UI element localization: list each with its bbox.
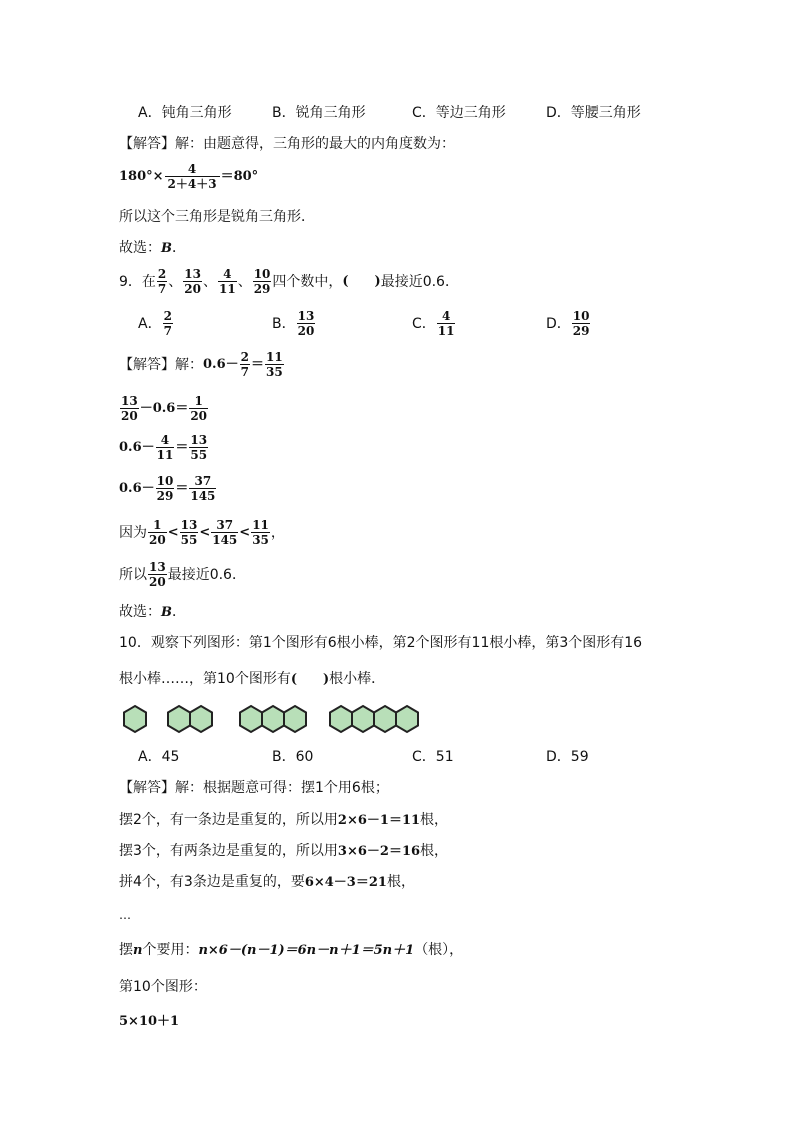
option-letter: D． [546, 315, 571, 332]
option-letter: A． [138, 749, 162, 765]
fraction-num: 11 [266, 350, 283, 364]
q10-option-d[interactable] [546, 748, 589, 766]
general-text: 个要用： [142, 942, 199, 958]
fraction-den: 55 [190, 448, 208, 462]
hexagon-shape [284, 706, 306, 732]
q9-option-d[interactable] [546, 309, 591, 338]
option-text: 等腰三角形 [570, 105, 641, 121]
answer-text: 由题意得，三角形的最大的内角度数为： [203, 136, 455, 152]
q9-ordering [119, 518, 285, 547]
q9-stem [119, 267, 459, 296]
fraction-den: 20 [121, 409, 138, 423]
period: ． [172, 604, 186, 620]
option-fraction [437, 309, 456, 338]
choose-label: 故选： [119, 240, 161, 256]
q9-option-c[interactable] [412, 309, 546, 338]
option-fraction [572, 309, 591, 338]
q10-option-c[interactable] [412, 748, 546, 766]
q9-step-2 [119, 394, 209, 423]
option-fraction [297, 309, 316, 338]
line-text: 根， [420, 843, 449, 859]
q9-step-4 [119, 474, 217, 503]
less-than: < [167, 524, 179, 540]
fraction-num: 4 [160, 433, 170, 447]
math-text: 0.6－ [203, 356, 239, 372]
fraction-den: 11 [437, 324, 455, 338]
q9-so [119, 560, 246, 589]
fraction-num: 13 [297, 309, 315, 323]
result-fraction [265, 350, 284, 379]
q10-option-b[interactable] [272, 748, 412, 766]
q10-line-1 [119, 811, 448, 830]
fraction-num: 1 [194, 394, 203, 408]
general-math: n×6－(n－1)＝6n－n＋1＝5n＋1 [198, 943, 415, 958]
comma: ， [270, 524, 285, 541]
general-text: 摆 [119, 942, 133, 958]
fraction-den: 7 [163, 324, 172, 338]
line-math: 6×4－3＝21 [304, 875, 387, 890]
order-fraction [211, 518, 238, 547]
because-label: 因为 [119, 524, 147, 541]
q8-option-d[interactable] [546, 104, 641, 122]
fraction-num: 11 [252, 518, 269, 532]
period: ． [172, 240, 186, 256]
fraction-den: 2＋4＋3 [165, 176, 220, 191]
fraction-num: 2 [157, 267, 167, 281]
option-fraction [163, 309, 173, 338]
stem-text: 四个数中， [272, 273, 343, 290]
option-text: 59 [570, 749, 589, 765]
q10-stem-line1: 10．观察下列图形：第1个图形有6根小棒，第2个图形有11根小棒，第3个图形有16 [119, 635, 643, 651]
line-text: 拼4个，有3条边是重复的，要 [119, 874, 305, 890]
option-letter: B． [272, 749, 296, 765]
option-letter: D． [546, 749, 571, 765]
fraction-num: 13 [180, 518, 198, 532]
hexagon-shape [330, 706, 352, 732]
so-text: 最接近0.6． [167, 566, 246, 583]
fraction-num: 37 [216, 518, 234, 532]
fraction-den: 35 [266, 365, 283, 379]
q10-line-3 [119, 873, 415, 892]
line-text: 摆2个，有一条边是重复的，所以用 [119, 812, 338, 828]
q8-answer-intro [119, 135, 455, 153]
hexagon-shape [240, 706, 262, 732]
formula-fraction [165, 162, 220, 191]
fraction-den: 20 [297, 324, 315, 338]
fraction-den: 7 [157, 282, 167, 296]
choice-letter: B [161, 241, 172, 256]
q8-option-b[interactable] [272, 104, 412, 122]
separator: 、 [237, 273, 252, 290]
fraction-num: 4 [223, 267, 232, 281]
separator: 、 [202, 273, 217, 290]
hexagon-shape [374, 706, 396, 732]
answer-blank: ( ) [290, 672, 330, 687]
q8-option-a[interactable] [138, 104, 272, 122]
general-text: （根）， [414, 942, 464, 958]
step-fraction [240, 350, 250, 379]
fraction-num: 13 [149, 560, 166, 574]
fraction-num: 2 [163, 309, 172, 323]
option-letter: C． [412, 315, 436, 332]
q9-choose [119, 603, 186, 622]
option-letter: A． [138, 105, 162, 121]
hexagon-shape [190, 706, 212, 732]
hexagon-figures [118, 700, 438, 740]
choose-label: 故选： [119, 604, 161, 620]
line-text: 摆3个，有两条边是重复的，所以用 [119, 843, 338, 859]
answer-label: 【解答】解： [119, 780, 203, 796]
fraction-num: 13 [121, 394, 138, 408]
option-text: 45 [161, 749, 180, 765]
option-letter: B． [272, 105, 296, 121]
option-text: 等边三角形 [435, 105, 506, 121]
step-fraction [120, 394, 139, 423]
fraction-den: 29 [572, 324, 590, 338]
fraction-den: 29 [253, 282, 271, 296]
fraction-den: 7 [240, 365, 249, 379]
general-var: n [133, 943, 143, 958]
math-text: ＝ [250, 356, 264, 372]
option-text: 钝角三角形 [161, 105, 232, 121]
fraction-num: 10 [253, 267, 271, 281]
q10-options [138, 748, 589, 766]
q10-tenth: 第10个图形： [119, 979, 207, 995]
q9-step-1 [119, 350, 285, 379]
q8-conclusion: 所以这个三角形是锐角三角形． [119, 209, 315, 225]
option-letter: B． [272, 315, 296, 332]
answer-text: 根据题意可得：摆1个用6根； [203, 780, 389, 796]
result-fraction [189, 474, 216, 503]
step-fraction [156, 474, 175, 503]
fraction-num: 13 [184, 267, 201, 281]
fraction-num: 10 [156, 474, 174, 488]
q8-option-c[interactable] [412, 104, 546, 122]
fraction-num: 13 [190, 433, 208, 447]
math-text: －0.6＝ [139, 400, 189, 416]
fraction-den: 20 [149, 533, 166, 547]
q10-ellipsis: … [119, 908, 132, 922]
q10-general [119, 941, 463, 960]
fraction-den: 20 [149, 575, 166, 589]
fraction-den: 55 [180, 533, 198, 547]
less-than: < [199, 524, 211, 540]
stem-text: 根小棒． [329, 671, 386, 687]
stem-fraction [183, 267, 202, 296]
q9-options [138, 309, 591, 338]
order-fraction [180, 518, 199, 547]
option-letter: C． [412, 105, 436, 121]
q9-option-b[interactable] [272, 309, 412, 338]
order-fraction [251, 518, 270, 547]
answer-blank: ( ) [342, 273, 381, 289]
fraction-num: 4 [441, 309, 451, 323]
result-fraction [189, 433, 208, 462]
formula-rhs: ＝80° [220, 168, 259, 184]
answer-label: 【解答】解： [119, 136, 203, 152]
q8-options [138, 104, 641, 122]
stem-prefix: 9．在 [119, 273, 156, 290]
fraction-num: 2 [240, 350, 249, 364]
q10-final: 5×10＋1 [119, 1014, 180, 1029]
math-text: 0.6－ [119, 439, 155, 455]
fraction-den: 11 [218, 282, 236, 296]
math-text: ＝ [175, 480, 189, 496]
option-letter: A． [138, 315, 162, 332]
order-fraction [148, 518, 167, 547]
fraction-num: 10 [572, 309, 590, 323]
option-text: 60 [295, 749, 314, 765]
q9-step-3 [119, 433, 209, 462]
answer-label: 【解答】解： [119, 356, 203, 373]
hexagon-shape [124, 706, 146, 732]
line-text: 根， [420, 812, 449, 828]
option-letter: C． [412, 749, 436, 765]
hexagon-shape [262, 706, 284, 732]
fraction-num: 1 [153, 518, 162, 532]
formula-lhs: 180°× [119, 168, 164, 184]
q10-stem-line2 [119, 670, 385, 689]
fraction-den: 35 [252, 533, 269, 547]
fraction-num: 4 [187, 162, 197, 176]
stem-fraction [218, 267, 237, 296]
line-math: 2×6－1＝11 [337, 813, 421, 828]
fraction-den: 145 [190, 489, 216, 503]
choice-letter: B [161, 605, 172, 620]
hexagon-shape [352, 706, 374, 732]
line-text: 根， [386, 874, 415, 890]
stem-text: 根小棒……，第10个图形有 [119, 671, 291, 687]
math-text: 0.6－ [119, 480, 155, 496]
q8-formula [119, 162, 258, 191]
q8-choose [119, 239, 186, 258]
fraction-den: 145 [212, 533, 238, 547]
so-fraction [148, 560, 167, 589]
fraction-num: 37 [194, 474, 212, 488]
line-math: 3×6－2＝16 [337, 844, 421, 859]
fraction-den: 20 [184, 282, 201, 296]
less-than: < [239, 524, 251, 540]
stem-fraction [253, 267, 272, 296]
fraction-den: 29 [156, 489, 174, 503]
hexagon-shape [396, 706, 418, 732]
q9-option-a[interactable] [138, 309, 272, 338]
q10-line-2 [119, 842, 448, 861]
math-text: ＝ [175, 439, 189, 455]
fraction-den: 20 [190, 409, 208, 423]
stem-fraction [157, 267, 167, 296]
step-fraction [156, 433, 175, 462]
fraction-den: 11 [156, 448, 174, 462]
hexagon-shape [168, 706, 190, 732]
separator: 、 [168, 273, 183, 290]
option-letter: D． [546, 105, 571, 121]
result-fraction [189, 394, 208, 423]
q10-answer-intro [119, 779, 389, 797]
stem-text: 最接近0.6． [380, 273, 459, 290]
so-label: 所以 [119, 566, 147, 583]
option-text: 51 [435, 749, 454, 765]
q10-option-a[interactable] [138, 748, 272, 766]
option-text: 锐角三角形 [295, 105, 366, 121]
